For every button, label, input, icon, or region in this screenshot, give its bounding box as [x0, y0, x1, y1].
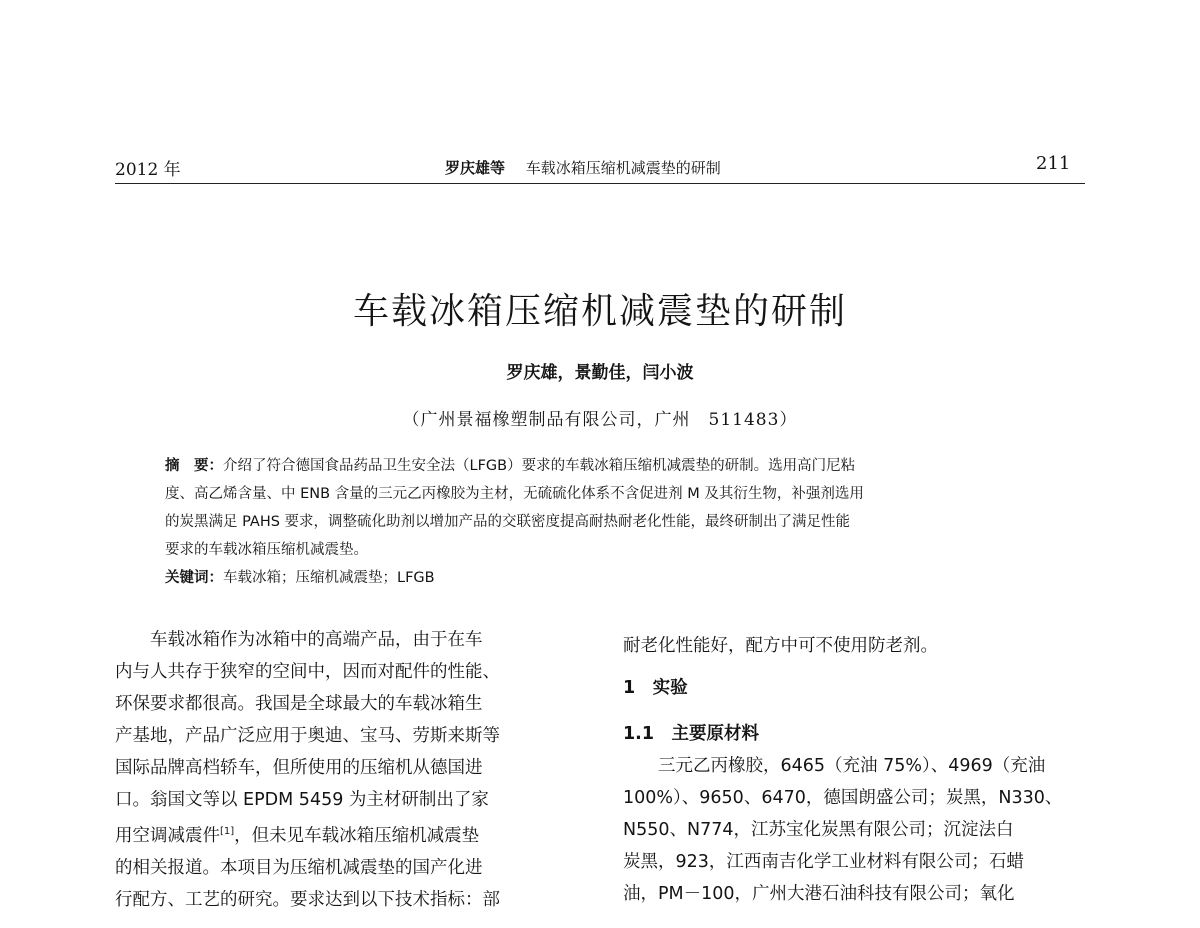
article-title: 车载冰箱压缩机减震垫的研制	[352, 291, 847, 332]
running-header-year: 2012 年	[115, 160, 181, 180]
article-affiliation: （广州景福橡塑制品有限公司，广州 511483）	[402, 410, 798, 430]
section-heading: 1 实验	[623, 678, 688, 698]
citation-ref: [1]	[220, 826, 235, 837]
keywords-line	[165, 564, 1045, 592]
body-line: 耐老化性能好，配方中可不使用防老剂。	[623, 636, 938, 656]
body-line: N550、N774，江苏宝化炭黑有限公司；沉淀法白	[623, 820, 1014, 840]
body-line: 100%）、9650、6470，德国朗盛公司；炭黑，N330、	[623, 788, 1063, 808]
body-text: ，但未见车载冰箱压缩机减震垫	[234, 825, 480, 846]
abstract	[165, 452, 1045, 592]
abstract-line: 的炭黑满足 PAHS 要求，调整硫化助剂以增加产品的交联密度提高耐热耐老化性能，最终研制出了满足性能	[165, 514, 851, 530]
abstract-label: 摘 要：	[165, 458, 223, 474]
abstract-line: 度、高乙烯含量、中 ENB 含量的三元乙丙橡胶为主材，无硫硫化体系不含促进剂 M 及其衍生物，补强剂选用	[165, 486, 864, 502]
body-left-column	[115, 624, 585, 916]
body-line: 内与人共存于狭窄的空间中，因而对配件的性能、	[115, 662, 500, 682]
abstract-text: 介绍了符合德国食品药品卫生安全法（LFGB）要求的车载冰箱压缩机减震垫的研制。选用高门尼粘	[223, 458, 856, 474]
page-number: 211	[1036, 153, 1071, 174]
body-line: 油，PM－100，广州大港石油科技有限公司；氧化	[623, 884, 1015, 904]
running-header-title	[445, 157, 721, 178]
header-rule	[115, 183, 1085, 184]
abstract-line	[165, 452, 1045, 480]
body-line: 的相关报道。本项目为压缩机减震垫的国产化进	[115, 857, 483, 878]
body-line: 口。翁国文等以 EPDM 5459 为主材研制出了家	[115, 790, 489, 810]
running-header-article-title: 车载冰箱压缩机减震垫的研制	[525, 159, 721, 177]
body-line: 行配方、工艺的研究。要求达到以下技术指标：部	[115, 889, 500, 910]
body-line: 国际品牌高档轿车，但所使用的压缩机从德国进	[115, 758, 483, 778]
abstract-line: 要求的车载冰箱压缩机减震垫。	[165, 542, 368, 558]
body-line: 炭黑，923，江西南吉化学工业材料有限公司；石蜡	[623, 852, 1024, 872]
body-right-column	[623, 630, 1085, 910]
keywords-text: 车载冰箱；压缩机减震垫；LFGB	[223, 570, 435, 586]
body-line: 车载冰箱作为冰箱中的高端产品，由于在车	[115, 630, 483, 650]
body-line: 三元乙丙橡胶，6465（充油 75%）、4969（充油	[623, 756, 1046, 776]
body-line	[115, 816, 585, 852]
subsection-heading: 1.1 主要原材料	[623, 724, 760, 744]
running-header-authors: 罗庆雄等	[445, 159, 506, 177]
keywords-label: 关键词：	[165, 570, 223, 586]
article-authors: 罗庆雄，景勤佳，闫小波	[506, 363, 694, 383]
body-line: 环保要求都很高。我国是全球最大的车载冰箱生	[115, 694, 483, 714]
body-text: 用空调减震件	[115, 825, 220, 846]
body-line: 产基地，产品广泛应用于奥迪、宝马、劳斯来斯等	[115, 726, 500, 746]
